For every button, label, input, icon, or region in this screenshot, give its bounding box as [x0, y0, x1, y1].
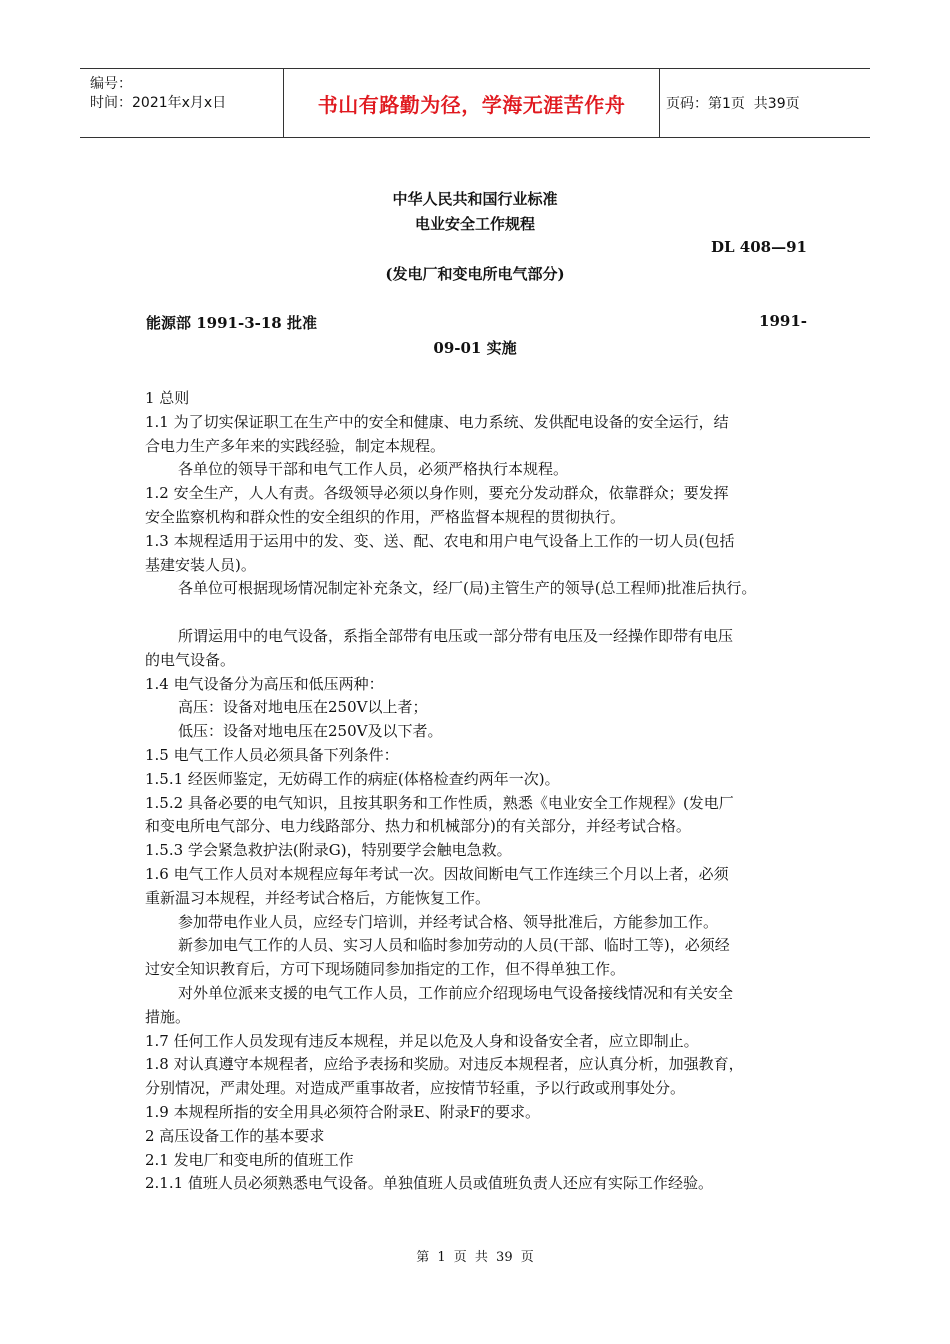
text-line: 对外单位派来支援的电气工作人员，工作前应介绍现场电气设备接线情况和有关安全: [178, 983, 734, 1002]
text-line: 1.1 为了切实保证职工在生产中的安全和健康、电力系统、发供配电设备的安全运行，结: [145, 412, 729, 431]
doc-code: DL 408—91: [711, 238, 807, 256]
document-body: [145, 387, 810, 1196]
text-line: 1.9 本规程所指的安全用具必须符合附录E、附录F的要求。: [145, 1102, 540, 1121]
doc-title-2: 电业安全工作规程: [414, 215, 535, 233]
page-header: [80, 68, 870, 138]
text-line: 所谓运用中的电气设备，系指全部带有电压或一部分带有电压及一经操作即带有电压: [178, 626, 734, 645]
header-page-cell: [660, 69, 870, 137]
page-info: 页码：第1页 共39页: [666, 96, 800, 112]
text-line: 基建安装人员)。: [145, 555, 256, 574]
doc-subtitle: (发电厂和变电所电气部分): [385, 265, 565, 283]
text-line: 1.5.1 经医师鉴定，无妨碍工作的病症(体格检查约两年一次)。: [145, 769, 560, 788]
text-line: 重新温习本规程，并经考试合格后，方能恢复工作。: [145, 888, 491, 907]
text-line: 1.5 电气工作人员必须具备下列条件：: [145, 745, 399, 764]
text-line: 和变电所电气部分、电力线路部分、热力和机械部分)的有关部分，并经考试合格。: [145, 817, 691, 836]
text-line: 1.4 电气设备分为高压和低压两种：: [145, 674, 384, 693]
text-line: 1.8 对认真遵守本规程者，应给予表扬和奖励。对违反本规程者，应认真分析，加强教育，: [145, 1055, 744, 1074]
text-line: 各单位的领导干部和电气工作人员，必须严格执行本规程。: [178, 460, 569, 479]
text-line: 各单位可根据现场情况制定补充条文，经厂(局)主管生产的领导(总工程师)批准后执行。: [178, 579, 757, 598]
approve-line: 能源部 1991-3-18 批准: [146, 314, 317, 332]
text-line: 过安全知识教育后，方可下现场随同参加指定的工作，但不得单独工作。: [145, 960, 626, 979]
date-label: 时间：2021年x月x日: [90, 95, 227, 111]
text-line: 1.5.2 具备必要的电气知识，且按其职务和工作性质，熟悉《电业安全工作规程》(发电厂: [145, 793, 734, 812]
text-line: 参加带电作业人员，应经专门培训，并经考试合格、领导批准后，方能参加工作。: [178, 912, 719, 931]
text-line: 的电气设备。: [145, 650, 236, 669]
impl-date-part1: 1991-: [759, 312, 807, 330]
doc-title-1: 中华人民共和国行业标准: [392, 190, 558, 208]
text-line: 1.5.3 学会紧急救护法(附录G)，特别要学会触电急救。: [145, 841, 512, 860]
page-footer: 第 1 页 共 39 页: [416, 1250, 534, 1265]
text-line: 措施。: [145, 1007, 191, 1026]
header-left-cell: [80, 69, 283, 137]
text-line: 低压：设备对地电压在250V及以下者。: [178, 722, 443, 741]
blank-line: [145, 601, 810, 625]
text-line: 2 高压设备工作的基本要求: [145, 1126, 325, 1145]
text-line: 新参加电气工作的人员、实习人员和临时参加劳动的人员(干部、临时工等)，必须经: [178, 936, 730, 955]
slogan: 书山有路勤为径，学海无涯苦作舟: [317, 92, 626, 117]
text-line: 2.1 发电厂和变电所的值班工作: [145, 1150, 354, 1169]
number-label: 编号：: [90, 76, 132, 92]
text-line: 安全监察机构和群众性的安全组织的作用，严格监督本规程的贯彻执行。: [145, 507, 626, 526]
impl-date-part2: 09-01 实施: [433, 339, 517, 357]
text-line: 分别情况，严肃处理。对造成严重事故者，应按情节轻重，予以行政或刑事处分。: [145, 1079, 686, 1098]
text-line: 高压：设备对地电压在250V以上者；: [178, 698, 428, 717]
text-line: 1.3 本规程适用于运用中的发、变、送、配、农电和用户电气设备上工作的一切人员(包括: [145, 531, 735, 550]
header-slogan-cell: [283, 69, 660, 137]
text-line: 1.6 电气工作人员对本规程应每年考试一次。因故间断电气工作连续三个月以上者，必须: [145, 864, 729, 883]
text-line: 1 总则: [145, 389, 190, 407]
text-line: 2.1.1 值班人员必须熟悉电气设备。单独值班人员或值班负责人还应有实际工作经验。: [145, 1174, 713, 1193]
text-line: 1.2 安全生产，人人有责。各级领导必须以身作则，要充分发动群众，依靠群众；要发挥: [145, 484, 729, 503]
text-line: 1.7 任何工作人员发现有违反本规程，并足以危及人身和设备安全者，应立即制止。: [145, 1031, 699, 1050]
text-line: 合电力生产多年来的实践经验，制定本规程。: [145, 436, 446, 455]
